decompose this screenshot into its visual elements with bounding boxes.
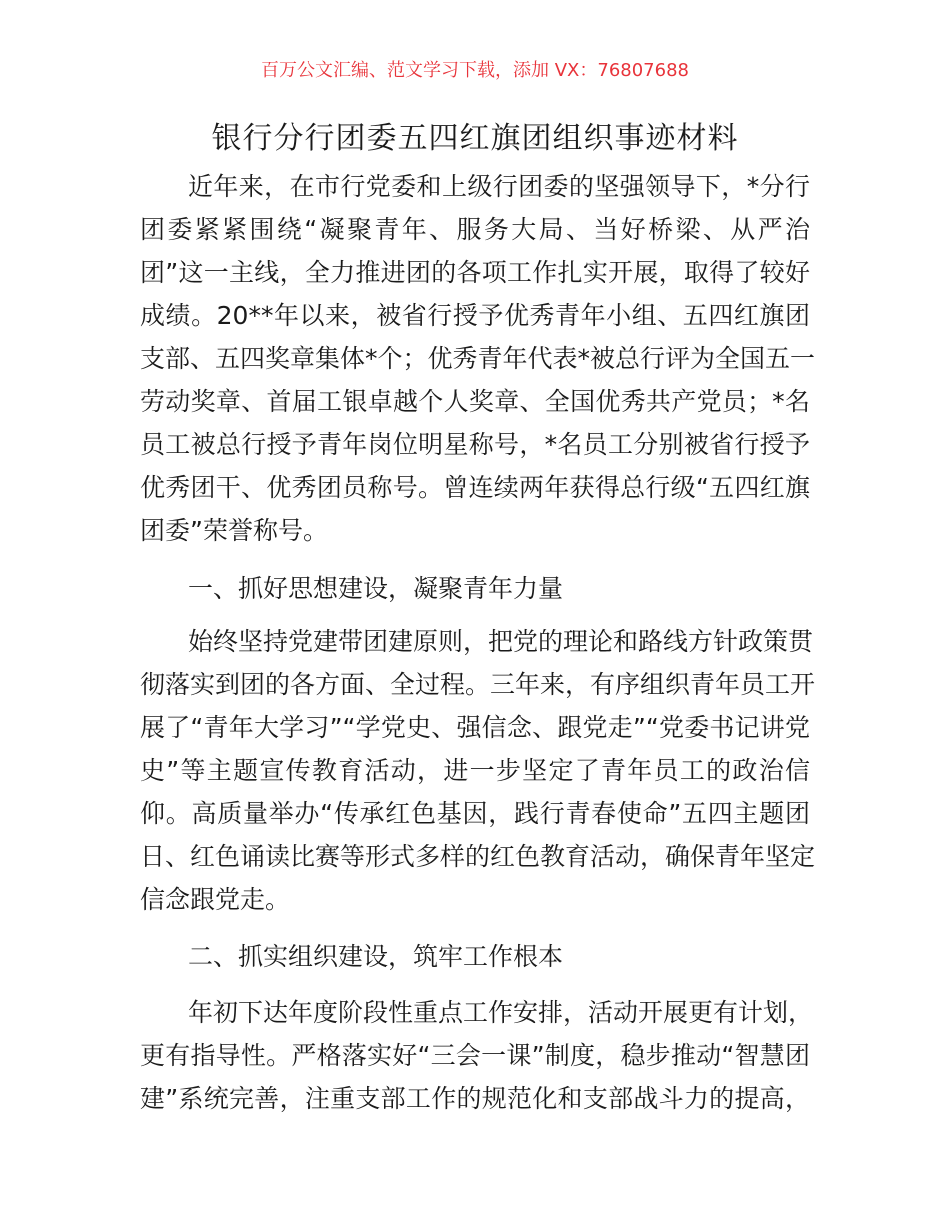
- paragraph-line: 成绩。20**年以来，被省行授予优秀青年小组、五四红旗团: [140, 301, 810, 330]
- paragraph-line: 日、红色诵读比赛等形式多样的红色教育活动，确保青年坚定: [140, 842, 816, 871]
- section-heading: 二、抓实组织建设，筑牢工作根本: [188, 942, 564, 971]
- paragraph-line: 团委”荣誉称号。: [140, 516, 328, 545]
- paragraph-line: 仰。高质量举办“传承红色基因，践行青春使命”五四主题团: [140, 799, 810, 828]
- paragraph-line: 年初下达年度阶段性重点工作安排，活动开展更有计划，: [188, 998, 814, 1027]
- paragraph-line: 信念跟党走。: [140, 885, 291, 914]
- paragraph-line: 更有指导性。严格落实好“三会一课”制度，稳步推动“智慧团: [140, 1041, 810, 1070]
- document-title: 银行分行团委五四红旗团组织事迹材料: [211, 121, 739, 156]
- paragraph-line: 近年来，在市行党委和上级行团委的坚强领导下，*分行: [188, 172, 810, 201]
- paragraph-line: 始终坚持党建带团建原则，把党的理论和路线方针政策贯: [188, 627, 814, 656]
- paragraph-line: 史”等主题宣传教育活动，进一步坚定了青年员工的政治信: [140, 756, 810, 785]
- paragraph-line: 团委紧紧围绕“凝聚青年、服务大局、当好桥梁、从严治: [140, 215, 810, 244]
- paragraph-line: 员工被总行授予青年岗位明星称号，*名员工分别被省行授予: [140, 430, 810, 459]
- paragraph-line: 建”系统完善，注重支部工作的规范化和支部战斗力的提高，: [140, 1084, 810, 1113]
- watermark-text: 百万公文汇编、范文学习下载，添加 VX：76807688: [261, 60, 689, 81]
- paragraph-line: 展了“青年大学习”“学党史、强信念、跟党走”“党委书记讲党: [140, 713, 810, 742]
- paragraph-line: 劳动奖章、首届工银卓越个人奖章、全国优秀共产党员；*名: [140, 387, 810, 416]
- paragraph-line: 支部、五四奖章集体*个；优秀青年代表*被总行评为全国五一: [140, 344, 816, 373]
- section-heading: 一、抓好思想建设，凝聚青年力量: [188, 574, 564, 603]
- paragraph-line: 团”这一主线，全力推进团的各项工作扎实开展，取得了较好: [140, 258, 810, 287]
- paragraph-line: 彻落实到团的各方面、全过程。三年来，有序组织青年员工开: [140, 670, 816, 699]
- paragraph-line: 优秀团干、优秀团员称号。曾连续两年获得总行级“五四红旗: [140, 473, 810, 502]
